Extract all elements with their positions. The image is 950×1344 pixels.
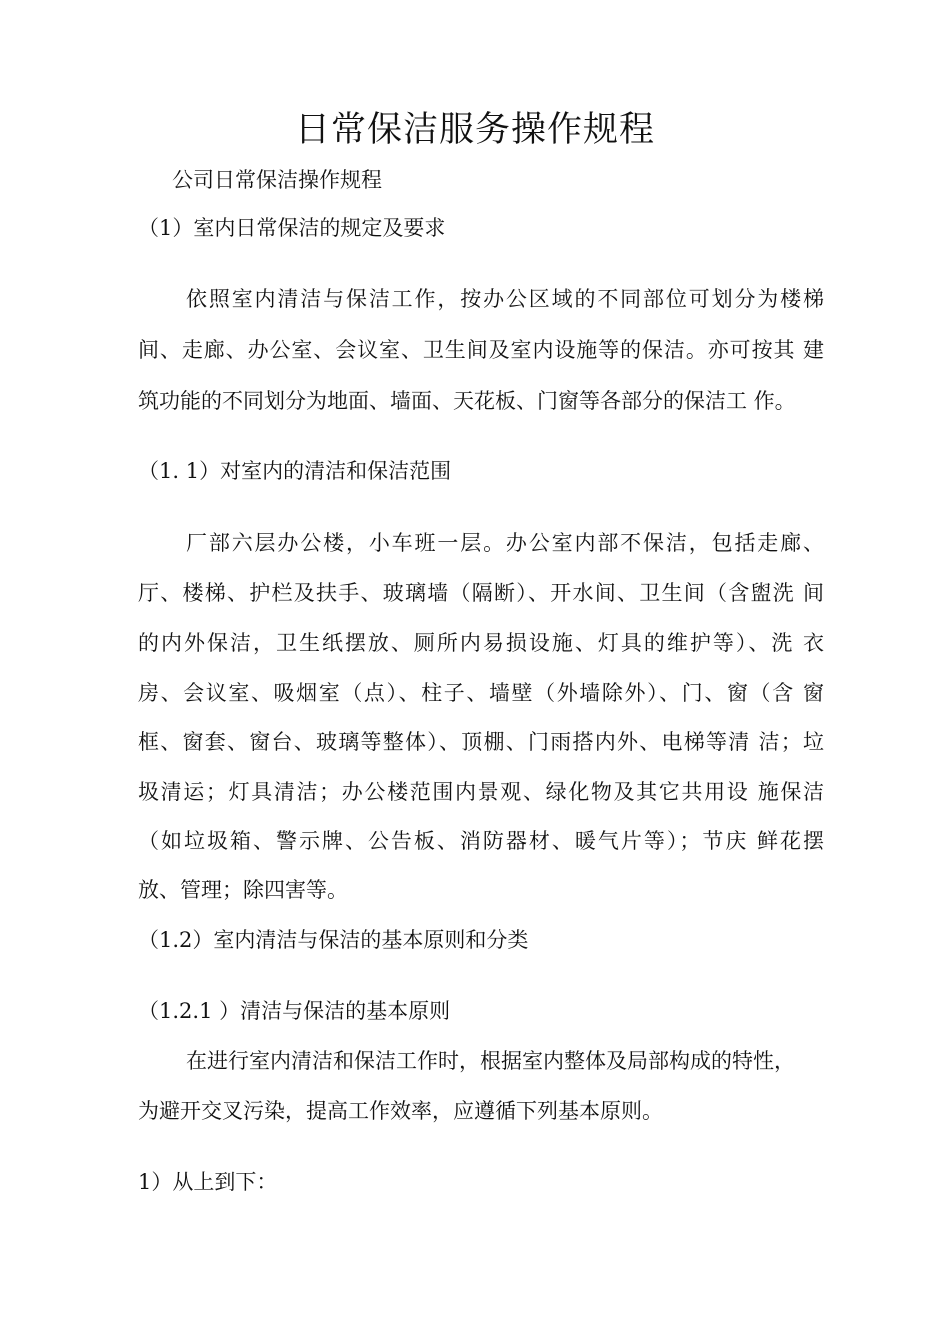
paragraph-1-line-2: 间、走廊、办公室、会议室、卫生间及室内设施等的保洁。亦可按其 建 bbox=[138, 338, 824, 362]
section-heading-1-2: （1.2）室内清洁与保洁的基本原则和分类 bbox=[138, 928, 529, 952]
section-heading-1-2-1: （1.2.1 ）清洁与保洁的基本原则 bbox=[138, 999, 451, 1023]
document-title: 日常保洁服务操作规程 bbox=[294, 110, 655, 150]
paragraph-2-line-3: 的内外保洁，卫生纸摆放、厕所内易损设施、灯具的维护等）、洗 衣 bbox=[138, 631, 824, 655]
document-subtitle: 公司日常保洁操作规程 bbox=[172, 168, 382, 192]
paragraph-2-line-4: 房、会议室、吸烟室（点）、柱子、墙壁（外墙除外）、门、窗（含 窗 bbox=[138, 681, 824, 705]
paragraph-2-line-6: 圾清运；灯具清洁；办公楼范围内景观、绿化物及其它共用设 施保洁 bbox=[138, 780, 824, 804]
paragraph-1-line-1: 依照室内清洁与保洁工作，按办公区域的不同部位可划分为楼梯 bbox=[186, 287, 824, 311]
list-item-1: 1）从上到下： bbox=[138, 1170, 278, 1194]
section-heading-1: （1）室内日常保洁的规定及要求 bbox=[138, 216, 446, 240]
section-heading-1-1: （1. 1）对室内的清洁和保洁范围 bbox=[138, 459, 452, 483]
paragraph-1-line-3: 筑功能的不同划分为地面、墙面、天花板、门窗等各部分的保洁工 作。 bbox=[138, 389, 796, 413]
paragraph-2-line-8: 放、管理；除四害等。 bbox=[138, 878, 348, 902]
paragraph-2-line-1: 厂部六层办公楼，小车班一层。办公室内部不保洁，包括走廊、 bbox=[186, 531, 824, 555]
paragraph-2-line-7: （如垃圾箱、警示牌、公告板、消防器材、暖气片等）；节庆 鲜花摆 bbox=[138, 829, 824, 853]
paragraph-2-line-5: 框、窗套、窗台、玻璃等整体）、顶棚、门雨搭内外、电梯等清 洁；垃 bbox=[138, 730, 824, 754]
paragraph-2-line-2: 厅、楼梯、护栏及扶手、玻璃墙（隔断）、开水间、卫生间（含盥洗 间 bbox=[138, 581, 824, 605]
paragraph-3-line-1: 在进行室内清洁和保洁工作时，根据室内整体及局部构成的特性， bbox=[186, 1049, 795, 1073]
paragraph-3-line-2: 为避开交叉污染，提高工作效率，应遵循下列基本原则。 bbox=[138, 1099, 663, 1123]
